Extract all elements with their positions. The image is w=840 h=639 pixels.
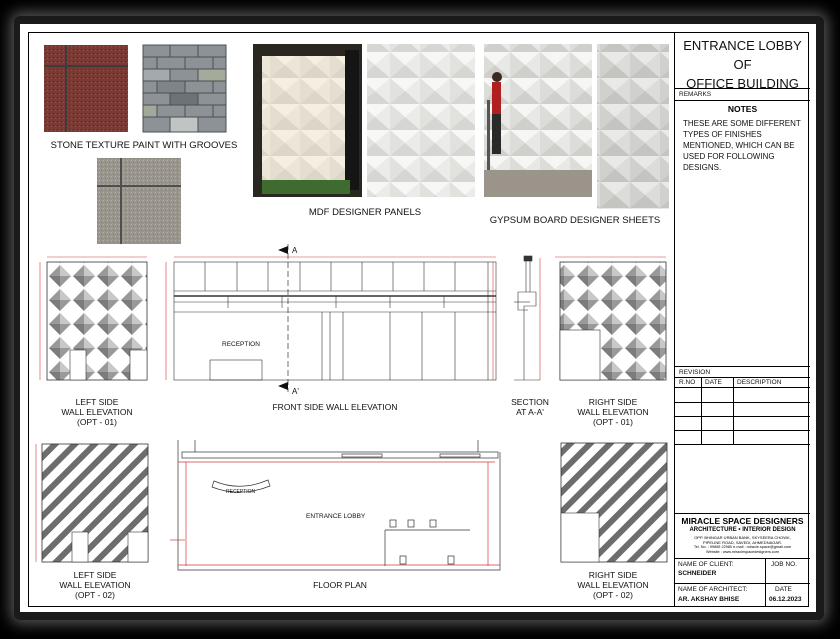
- revision-col-rno: R.NO: [679, 379, 696, 386]
- revision-label: REVISION: [679, 369, 711, 376]
- caption-mdf-panels: MDF DESIGNER PANELS: [308, 207, 422, 218]
- floor-plan-drawing: [170, 440, 500, 570]
- section-marker-a-prime: A': [292, 387, 299, 396]
- plan-reception-label: RECEPTION: [226, 489, 256, 495]
- mdf-photo-2: [367, 44, 475, 197]
- revision-col-description: DESCRIPTION: [737, 379, 782, 386]
- notes-text: THESE ARE SOME DIFFERENT TYPES OF FINISHES MENTIONED, WHICH CAN BE USED FOR FOLLOWING DESIGNS.: [683, 119, 801, 172]
- date-label: DATE: [775, 586, 792, 593]
- firm-website: Website : www.miraclespacedesigners.com: [706, 550, 779, 554]
- right-wall-elevation-opt1: [555, 257, 666, 380]
- caption-left-opt2: LEFT SIDE WALL ELEVATION (OPT - 02): [59, 570, 131, 600]
- left-wall-elevation-opt2: [36, 444, 148, 562]
- stone-swatch-brick: [143, 45, 226, 132]
- firm-tagline: ARCHITECTURE • INTERIOR DESIGN: [689, 527, 796, 533]
- caption-stone-texture: STONE TEXTURE PAINT WITH GROOVES: [50, 140, 238, 151]
- architect-label: NAME OF ARCHITECT:: [678, 586, 748, 593]
- stone-swatch-grey: [97, 158, 181, 244]
- firm-address: OPP. BHINGAR URBAN BANK, SKYSEERA CHOWK, PIPELINE ROAD, SAVEDI, AHMEDNAGAR.: [694, 535, 791, 545]
- left-wall-elevation-opt1: [40, 257, 147, 380]
- notes-heading: NOTES: [727, 104, 758, 114]
- gypsum-photo-1: [484, 44, 592, 197]
- firm-contact: Tel. No. : 99865 22980 e-mail : miracle.space@gmail.com: [693, 545, 792, 549]
- front-wall-elevation: [166, 244, 496, 392]
- stone-swatch-brown: [44, 45, 128, 132]
- caption-right-opt1: RIGHT SIDE WALL ELEVATION (OPT - 01): [577, 397, 649, 427]
- caption-gypsum-sheets: GYPSUM BOARD DESIGNER SHEETS: [489, 215, 661, 226]
- title-block: [674, 32, 810, 607]
- caption-floor-plan: FLOOR PLAN: [313, 580, 367, 590]
- mdf-photo-1: [253, 44, 362, 197]
- architect-name: AR. AKSHAY BHISE: [678, 596, 740, 603]
- date-value: 06.12.2023: [769, 596, 802, 603]
- project-title: ENTRANCE LOBBY OF OFFICE BUILDING: [683, 38, 802, 91]
- job-number-label: JOB NO.: [771, 561, 798, 568]
- caption-front-elevation: FRONT SIDE WALL ELEVATION: [272, 402, 398, 412]
- firm-name: MIRACLE SPACE DESIGNERS: [681, 516, 804, 526]
- remarks-label: REMARKS: [679, 91, 712, 98]
- front-reception-label: RECEPTION: [222, 341, 260, 348]
- revision-col-date: DATE: [705, 379, 722, 386]
- gypsum-photo-2: [597, 44, 669, 209]
- caption-left-opt1: LEFT SIDE WALL ELEVATION (OPT - 01): [61, 397, 133, 427]
- plan-entrance-lobby-label: ENTRANCE LOBBY: [306, 513, 366, 520]
- caption-section: SECTION AT A-A': [511, 397, 549, 417]
- firm-block: [675, 516, 810, 555]
- section-marker-a: A: [292, 246, 298, 255]
- section-a-a-drawing: [514, 256, 540, 380]
- client-name: SCHNEIDER: [678, 570, 717, 577]
- right-wall-elevation-opt2: [561, 443, 667, 562]
- client-label: NAME OF CLIENT:: [678, 561, 734, 568]
- caption-right-opt2: RIGHT SIDE WALL ELEVATION (OPT - 02): [577, 570, 649, 600]
